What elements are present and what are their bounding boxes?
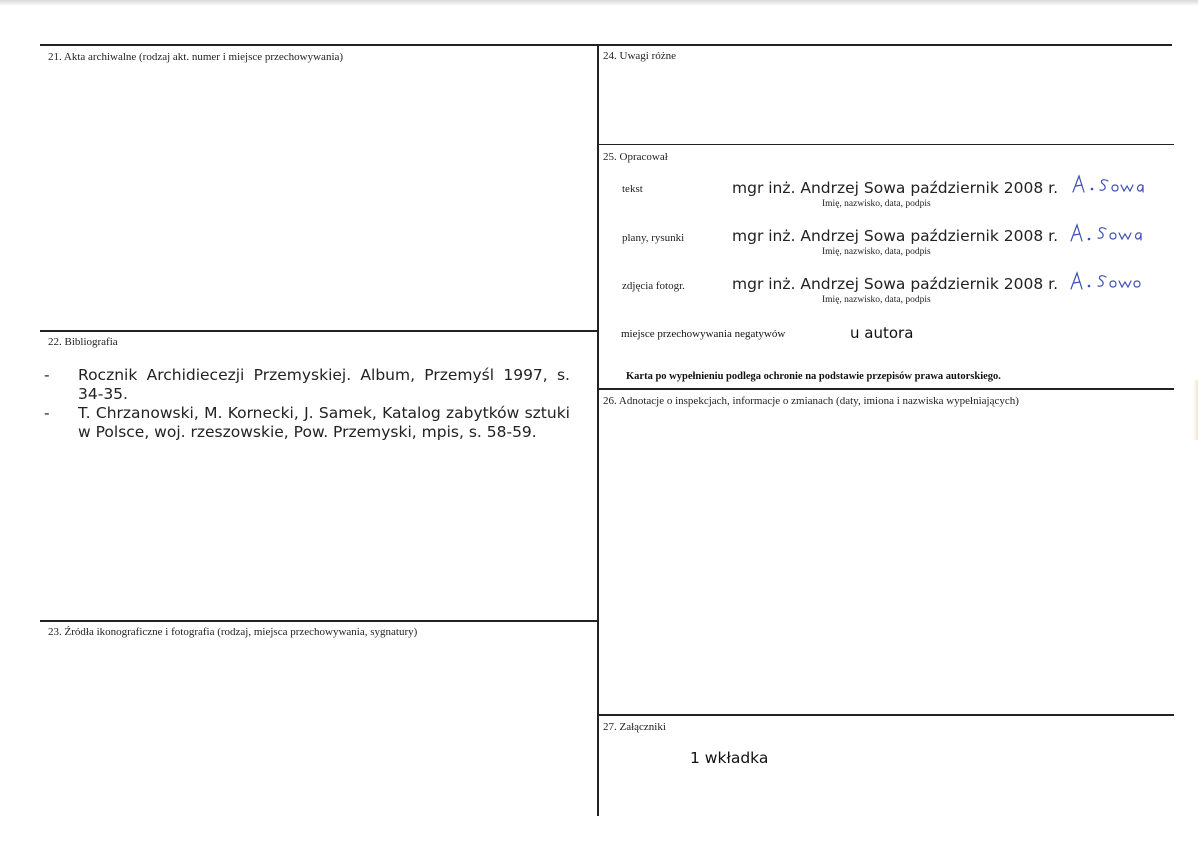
list-dash: - (44, 366, 50, 384)
prepared-row-value: mgr inż. Andrzej Sowa październik 2008 r. (732, 179, 1058, 197)
list-dash: - (44, 404, 50, 422)
prepared-row-caption: Imię, nazwisko, data, podpis (822, 295, 931, 305)
rule-right-27 (597, 714, 1174, 716)
attachments-value: 1 wkładka (690, 749, 769, 767)
prepared-row-label: tekst (622, 183, 643, 195)
rule-left-22 (40, 330, 598, 332)
prepared-row-value: mgr inż. Andrzej Sowa październik 2008 r. (732, 275, 1058, 293)
section-23-title: 23. Źródła ikonograficzne i fotografia (rodzaj, miejsca przechowywania, sygnatury) (48, 626, 418, 638)
handwritten-signature (1070, 172, 1150, 196)
bibliography-item (44, 404, 570, 442)
section-24-title: 24. Uwagi różne (603, 50, 677, 62)
section-22-title: 22. Bibliografia (48, 336, 118, 348)
bibliography-item-text: T. Chrzanowski, M. Kornecki, J. Samek, Katalog zabytków sztuki w Polsce, woj. rzeszowskie, Pow. Przemyski, mpis, s. 58-59. (78, 404, 570, 441)
scan-edge-right (1193, 380, 1198, 440)
section-21-title: 21. Akta archiwalne (rodzaj akt. numer i miejsce przechowywania) (48, 51, 344, 63)
prepared-row-caption: Imię, nazwisko, data, podpis (822, 199, 931, 209)
prepared-row-caption: Imię, nazwisko, data, podpis (822, 247, 931, 257)
rule-right-26 (597, 388, 1174, 390)
copyright-note: Karta po wypełnieniu podlega ochronie na podstawie przepisów prawa autorskiego. (626, 371, 1001, 382)
bibliography-list (44, 366, 570, 442)
rule-center-divider (597, 44, 599, 816)
prepared-row-value: mgr inż. Andrzej Sowa październik 2008 r. (732, 227, 1058, 245)
section-26-title: 26. Adnotacje o inspekcjach, informacje o zmianach (daty, imiona i nazwiska wypełniających) (603, 395, 1019, 407)
prepared-row-label: plany, rysunki (622, 232, 685, 244)
bibliography-item-text: Rocznik Archidiecezji Przemyskiej. Album, Przemyśl 1997, s. 34-35. (78, 366, 570, 403)
bibliography-item (44, 366, 570, 404)
rule-right-25 (597, 144, 1174, 145)
negatives-location-label: miejsce przechowywania negatywów (621, 328, 786, 340)
scan-edge-top (0, 0, 1198, 6)
prepared-row-label: zdjęcia fotogr. (622, 280, 685, 292)
negatives-location-value: u autora (850, 324, 914, 342)
handwritten-signature (1068, 269, 1148, 293)
section-27-title: 27. Załączniki (603, 721, 666, 733)
rule-left-23 (40, 620, 598, 622)
section-25-title: 25. Opracował (603, 151, 668, 163)
rule-top (40, 44, 1172, 46)
handwritten-signature (1068, 221, 1148, 245)
